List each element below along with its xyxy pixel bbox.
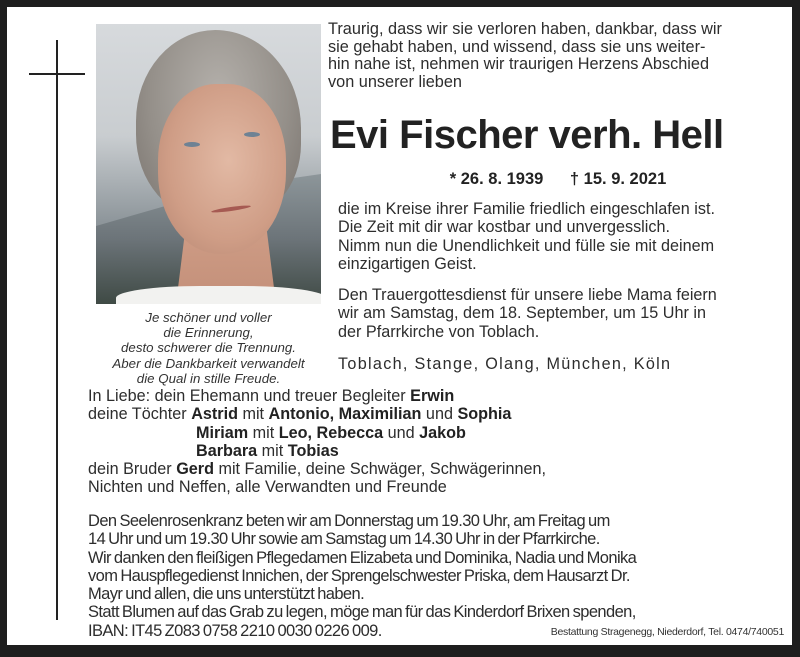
cross-icon-bar	[29, 73, 85, 75]
mourner-line: dein Bruder Gerd mit Familie, deine Schwäger, Schwägerinnen,	[88, 460, 546, 479]
deceased-name: Evi Fischer verh. Hell	[330, 113, 724, 157]
funeral-home-credit: Bestattung Stragenegg, Niederdorf, Tel. 0474/740051	[550, 626, 784, 638]
mourner-line: Nichten und Neffen, alle Verwandten und Freunde	[88, 478, 447, 497]
death-date: † 15. 9. 2021	[569, 170, 667, 188]
mourner-line: Miriam mit Leo, Rebecca und Jakob	[196, 423, 466, 442]
closing-paragraph: Den Seelenrosenkranz beten wir am Donnerstag um 19.30 Uhr, am Freitag um 14 Uhr und um 19.30 Uhr sowie am Samstag um 14.30 Uhr in der Pfarrkirche. Wir danken den fleißigen Pflegedamen Elizabeta und Dominika, Nadia und Monika vom Hauspflegedienst Innichen, der Sprengelschwester Priska, dem Hausarzt Dr. Mayr und allen, die uns unterstützt haben. Statt Blumen auf das Grab zu legen, möge man für das Kinderdorf Brixen spenden, IBAN: IT45 Z083 0758 2210 0030 0226 009.	[88, 512, 637, 640]
funeral-service-paragraph: Den Trauergottesdienst für unsere liebe Mama feiern wir am Samstag, dem 18. September, um 15 Uhr in der Pfarrkirche von Toblach.	[338, 286, 717, 341]
farewell-paragraph: die im Kreise ihrer Familie friedlich eingeschlafen ist. Die Zeit mit dir war kostbar und unvergesslich. Nimm nun die Unendlichkeit und fülle sie mit deinem einzigartigen Geist.	[338, 200, 715, 273]
portrait-photo	[96, 24, 321, 304]
intro-text: Traurig, dass wir sie verloren haben, dankbar, dass wir sie gehabt haben, und wissend, dass sie uns weiter- hin nahe ist, nehmen wir traurigen Herzens Abschied von unserer lieben	[328, 20, 722, 91]
memorial-quote: Je schöner und voller die Erinnerung, desto schwerer die Trennung. Aber die Dankbarkeit verwandelt die Qual in stille Freude.	[112, 310, 305, 386]
cross-icon	[56, 40, 58, 620]
mourner-line: Barbara mit Tobias	[196, 441, 339, 460]
life-dates	[328, 170, 788, 189]
places-list: Toblach, Stange, Olang, München, Köln	[338, 355, 672, 373]
birth-date: * 26. 8. 1939	[449, 170, 544, 188]
mourner-line: In Liebe: dein Ehemann und treuer Begleiter Erwin	[88, 387, 455, 405]
mourners-list	[88, 387, 546, 497]
mourner-line: deine Töchter Astrid mit Antonio, Maximilian und Sophia	[88, 405, 512, 424]
